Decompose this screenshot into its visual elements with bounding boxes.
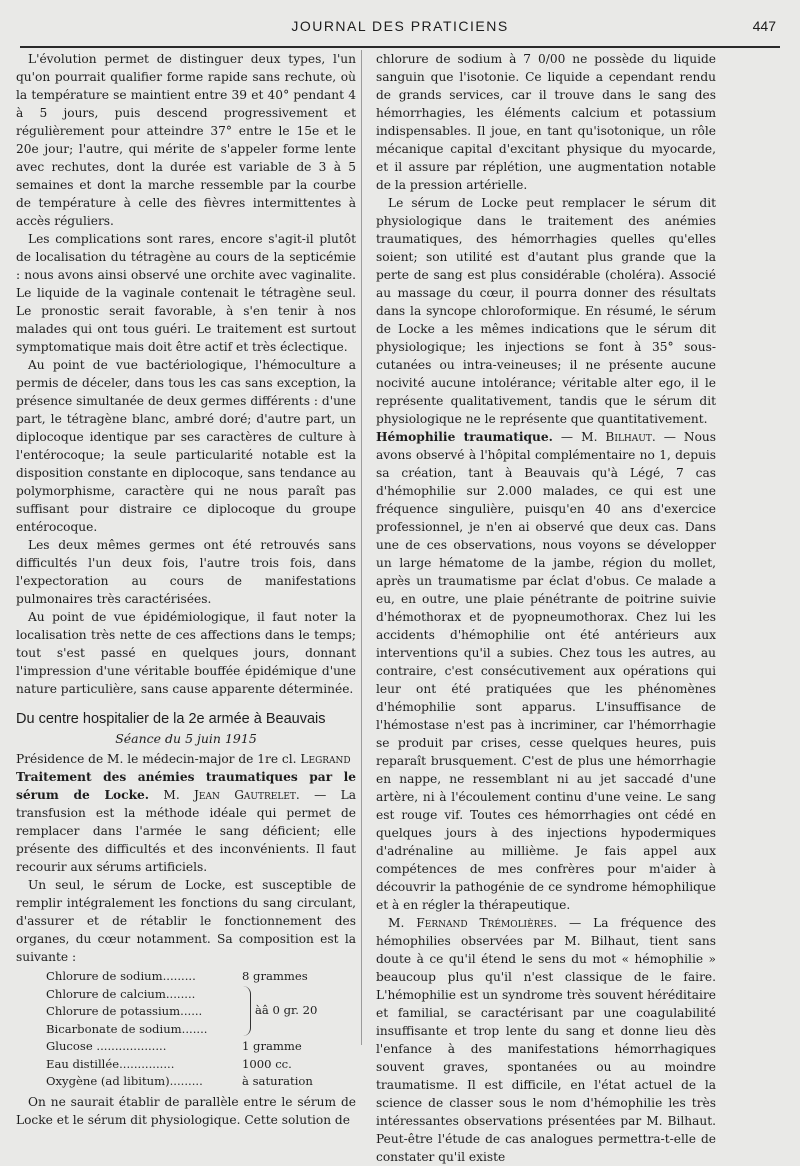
paragraph-locke-intro (16, 768, 356, 876)
item-author-bilhaut: — M. Bilhaut. (560, 430, 656, 444)
item-author-gautrelet: M. Jean Gautrelet. (163, 788, 300, 802)
session-date: Séance du 5 juin 1915 (115, 731, 257, 746)
composition-row: Chlorure de calcium........ àâ 0 gr. 20 (46, 986, 317, 1004)
composition-row: Glucose ................... 1 gramme (46, 1039, 302, 1053)
composition-row: Oxygène (ad libitum)......... à saturation (46, 1074, 313, 1088)
journal-title: JOURNAL DES PRATICIENS (291, 18, 509, 34)
paragraph-tremolieres (376, 914, 716, 1166)
item-title-locke: Traitement des anémies traumatiques par le sérum de Locke. (16, 770, 356, 802)
item-title-hemophilie: Hémophilie traumatique. (376, 430, 553, 444)
paragraph-hemophilie (376, 428, 716, 914)
section-title: Du centre hospitalier de la 2e armée à Beauvais (16, 711, 326, 727)
composition-table (46, 968, 356, 1091)
page-header (20, 12, 780, 48)
presidence-name: Legrand (300, 752, 351, 766)
paragraph-tremolieres-body: — La fréquence des hémophilies observées par M. Bilhaut, tient sans doute à ce qu'il étend le sens du mot « hémophilie » beaucoup plus qu'il n'est classique de le faire. L'hémophilie est un syndrome très souvent héréditaire et familial, se caractérisant par une coagulabilité insuffisante et trop lente du sang et donne lieu dès l'enfance à des manifestations hémorrhagiques souvent graves, spontanées ou au moindre traumatisme. Il est difficile, en l'état actuel de la science de classer sous le nom d'hémophilie les très intéressantes observations présentées par M. Bilhaut. Peut-être l'étude de cas analogues permettra-t-elle de constater qu'il existe (376, 916, 716, 1164)
page-number: 447 (752, 18, 776, 34)
paragraph-parallel: On ne saurait établir de parallèle entre le sérum de Locke et le sérum dit physiologique. Cette solution de (16, 1094, 356, 1127)
item-author-tremolieres: M. Fernand Trémolières. (388, 916, 558, 930)
paragraph-complications: Les complications sont rares, encore s'agit-il plutôt de localisation du tétragène au cours de la septicémie : nous avons ainsi observé une orchite avec vaginalite. Le liquide de la vaginale contenait le tétragène seul. Le pronostic serait favorable, à s'en tenir à nos malades qui ont tous guéri. Le traitement est surtout symptomatique mais doit être actif et très éclectique. (16, 232, 356, 354)
paragraph-hemophilie-body: — Nous avons observé à l'hôpital complémentaire no 1, depuis sa création, tant à Beauvais qu'à Légé, 7 cas d'hémophilie sur 2.000 malades, ce qui est une fréquence singulière, puisqu'en 40 ans d'exercice professionnel, je n'en ai observé que deux cas. Dans une de ces observations, nous voyons se développer un large hématome de la jambe, région du mollet, après un traumatisme par éclat d'obus. Ce malade a eu, en outre, une plaie pénétrante de poitrine suivie d'hémothorax et de pyopneumothorax. Chez lui les accidents d'hémophilie ont été antérieurs aux interventions qu'il a subies. Chez tous les autres, au contraire, c'est consécutivement aux opérations qui leur ont été pratiquées que les phénomènes d'hémophilie sont apparus. L'insuffisance de l'hémostase n'est pas à incriminer, car l'hémorrhagie se produit par crises, cesse quelques heures, puis reparaît brusquement. C'est de plus une hémorrhagie en nappe, ne ressemblant ni au jet saccadé d'une artère, ni à l'écoulement continu d'une veine. Le sang est rouge vif. Toutes ces hémorrhagies ont cédé en quelques jours à des injections hypodermiques d'adrénaline au millième. Je fais appel aux compétences de mes confrères pour m'aider à découvrir la pathogénie de ce syndrome hémophilique et à en régler la thérapeutique. (376, 430, 717, 912)
brace-symbol (242, 986, 251, 1036)
column-divider (361, 50, 362, 1045)
paragraph-epidemiology: Au point de vue épidémiologique, il faut noter la localisation très nette de ces affections dans le temps; tout s'est passé en quelques jours, donnant l'impression d'une véritable bouffée épidémique d'une nature particulière, sans cause apparente déterminée. (16, 610, 356, 696)
presidence-line (16, 750, 356, 768)
paragraph-transfusion: — La transfusion est la méthode idéale qui permet de remplacer dans l'armée le sang déficient; elle présente des difficultés et des inconvénients. Il faut recourir aux sérums artificiels. (16, 788, 356, 874)
composition-row: Bicarbonate de sodium....... (46, 1021, 208, 1036)
presidence-prefix: Présidence de M. le médecin-major de 1re cl. (16, 752, 297, 766)
composition-row: Chlorure de potassium...... (46, 1004, 203, 1018)
paragraph-chlorure: chlorure de sodium à 7 0/00 ne possède du liquide sanguin que l'isotonie. Ce liquide a cependant rendu de grands services, car il trouve dans le sang des hémorrhagies, les éléments calcium et potassium indispensables. Il joue, en tant qu'isotonique, un rôle mécanique capital d'excitant physique du myocarde, et il assure par réplétion, une augmentation notable de la pression artérielle. (376, 52, 716, 192)
paragraph-bacteriology: Au point de vue bactériologique, l'hémoculture a permis de déceler, dans tous les cas sans exception, la présence simultanée de deux germes différents : d'une part, le tétragène blanc, ambré doré; d'autre part, un diplocoque identique par ses caractères de culture à l'entérocoque; la seule particularité notable est la disposition constante en diplocoque, sans tendance au polymorphisme, caractère qui ne nous paraît pas suffisant pour distraire ce diplocoque du groupe entérocoque. (16, 358, 356, 534)
composition-row: Chlorure de sodium......... 8 grammes (46, 969, 308, 983)
paragraph-evolution: L'évolution permet de distinguer deux types, l'un qu'on pourrait qualifier forme rapide sans rechute, où la température se maintient entre 39 et 40° pendant 4 à 5 jours, puis descend progressivement et régulièrement pour atteindre 37° entre le 15e et le 20e jour; l'autre, qui mérite de s'appeler forme lente avec rechutes, dont la durée est variable de 3 à 5 semaines et dont la marche ressemble par la courbe de température à celle des fièvres intermittentes à accès réguliers. (16, 52, 356, 228)
paragraph-germs: Les deux mêmes germes ont été retrouvés sans difficultés l'un deux fois, l'autre trois fois, dans l'expectoration au cours de manifestations pulmonaires très caractérisées. (16, 538, 356, 606)
left-column (16, 50, 356, 1129)
right-column (376, 50, 716, 1166)
paragraph-locke-serum: Un seul, le sérum de Locke, est susceptible de remplir intégralement les fonctions du sang circulant, d'assurer et de rétablir le fonctionnement des organes, du cœur notamment. Sa composition est la suivante : (16, 878, 356, 964)
paragraph-locke-usage: Le sérum de Locke peut remplacer le sérum dit physiologique dans le traitement des anémies traumatiques, des hémorrhagies quelles qu'elles soient; son utilité est d'autant plus grande que la perte de sang est plus considérable (choléra). Associé au massage du cœur, il pourra donner des résultats dans la syncope chloroformique. En résumé, le sérum de Locke a les mêmes indications que le sérum dit physiologique; les injections se font à 35° sous-cutanées ou intra-veineuses; il ne présente aucune nocivité aucune intolérance; véritable alter ego, il le représente qualitativement, tandis que le sérum dit physiologique ne le représente que quantitativement. (376, 196, 716, 426)
composition-row: Eau distillée............... 1000 cc. (46, 1056, 292, 1071)
